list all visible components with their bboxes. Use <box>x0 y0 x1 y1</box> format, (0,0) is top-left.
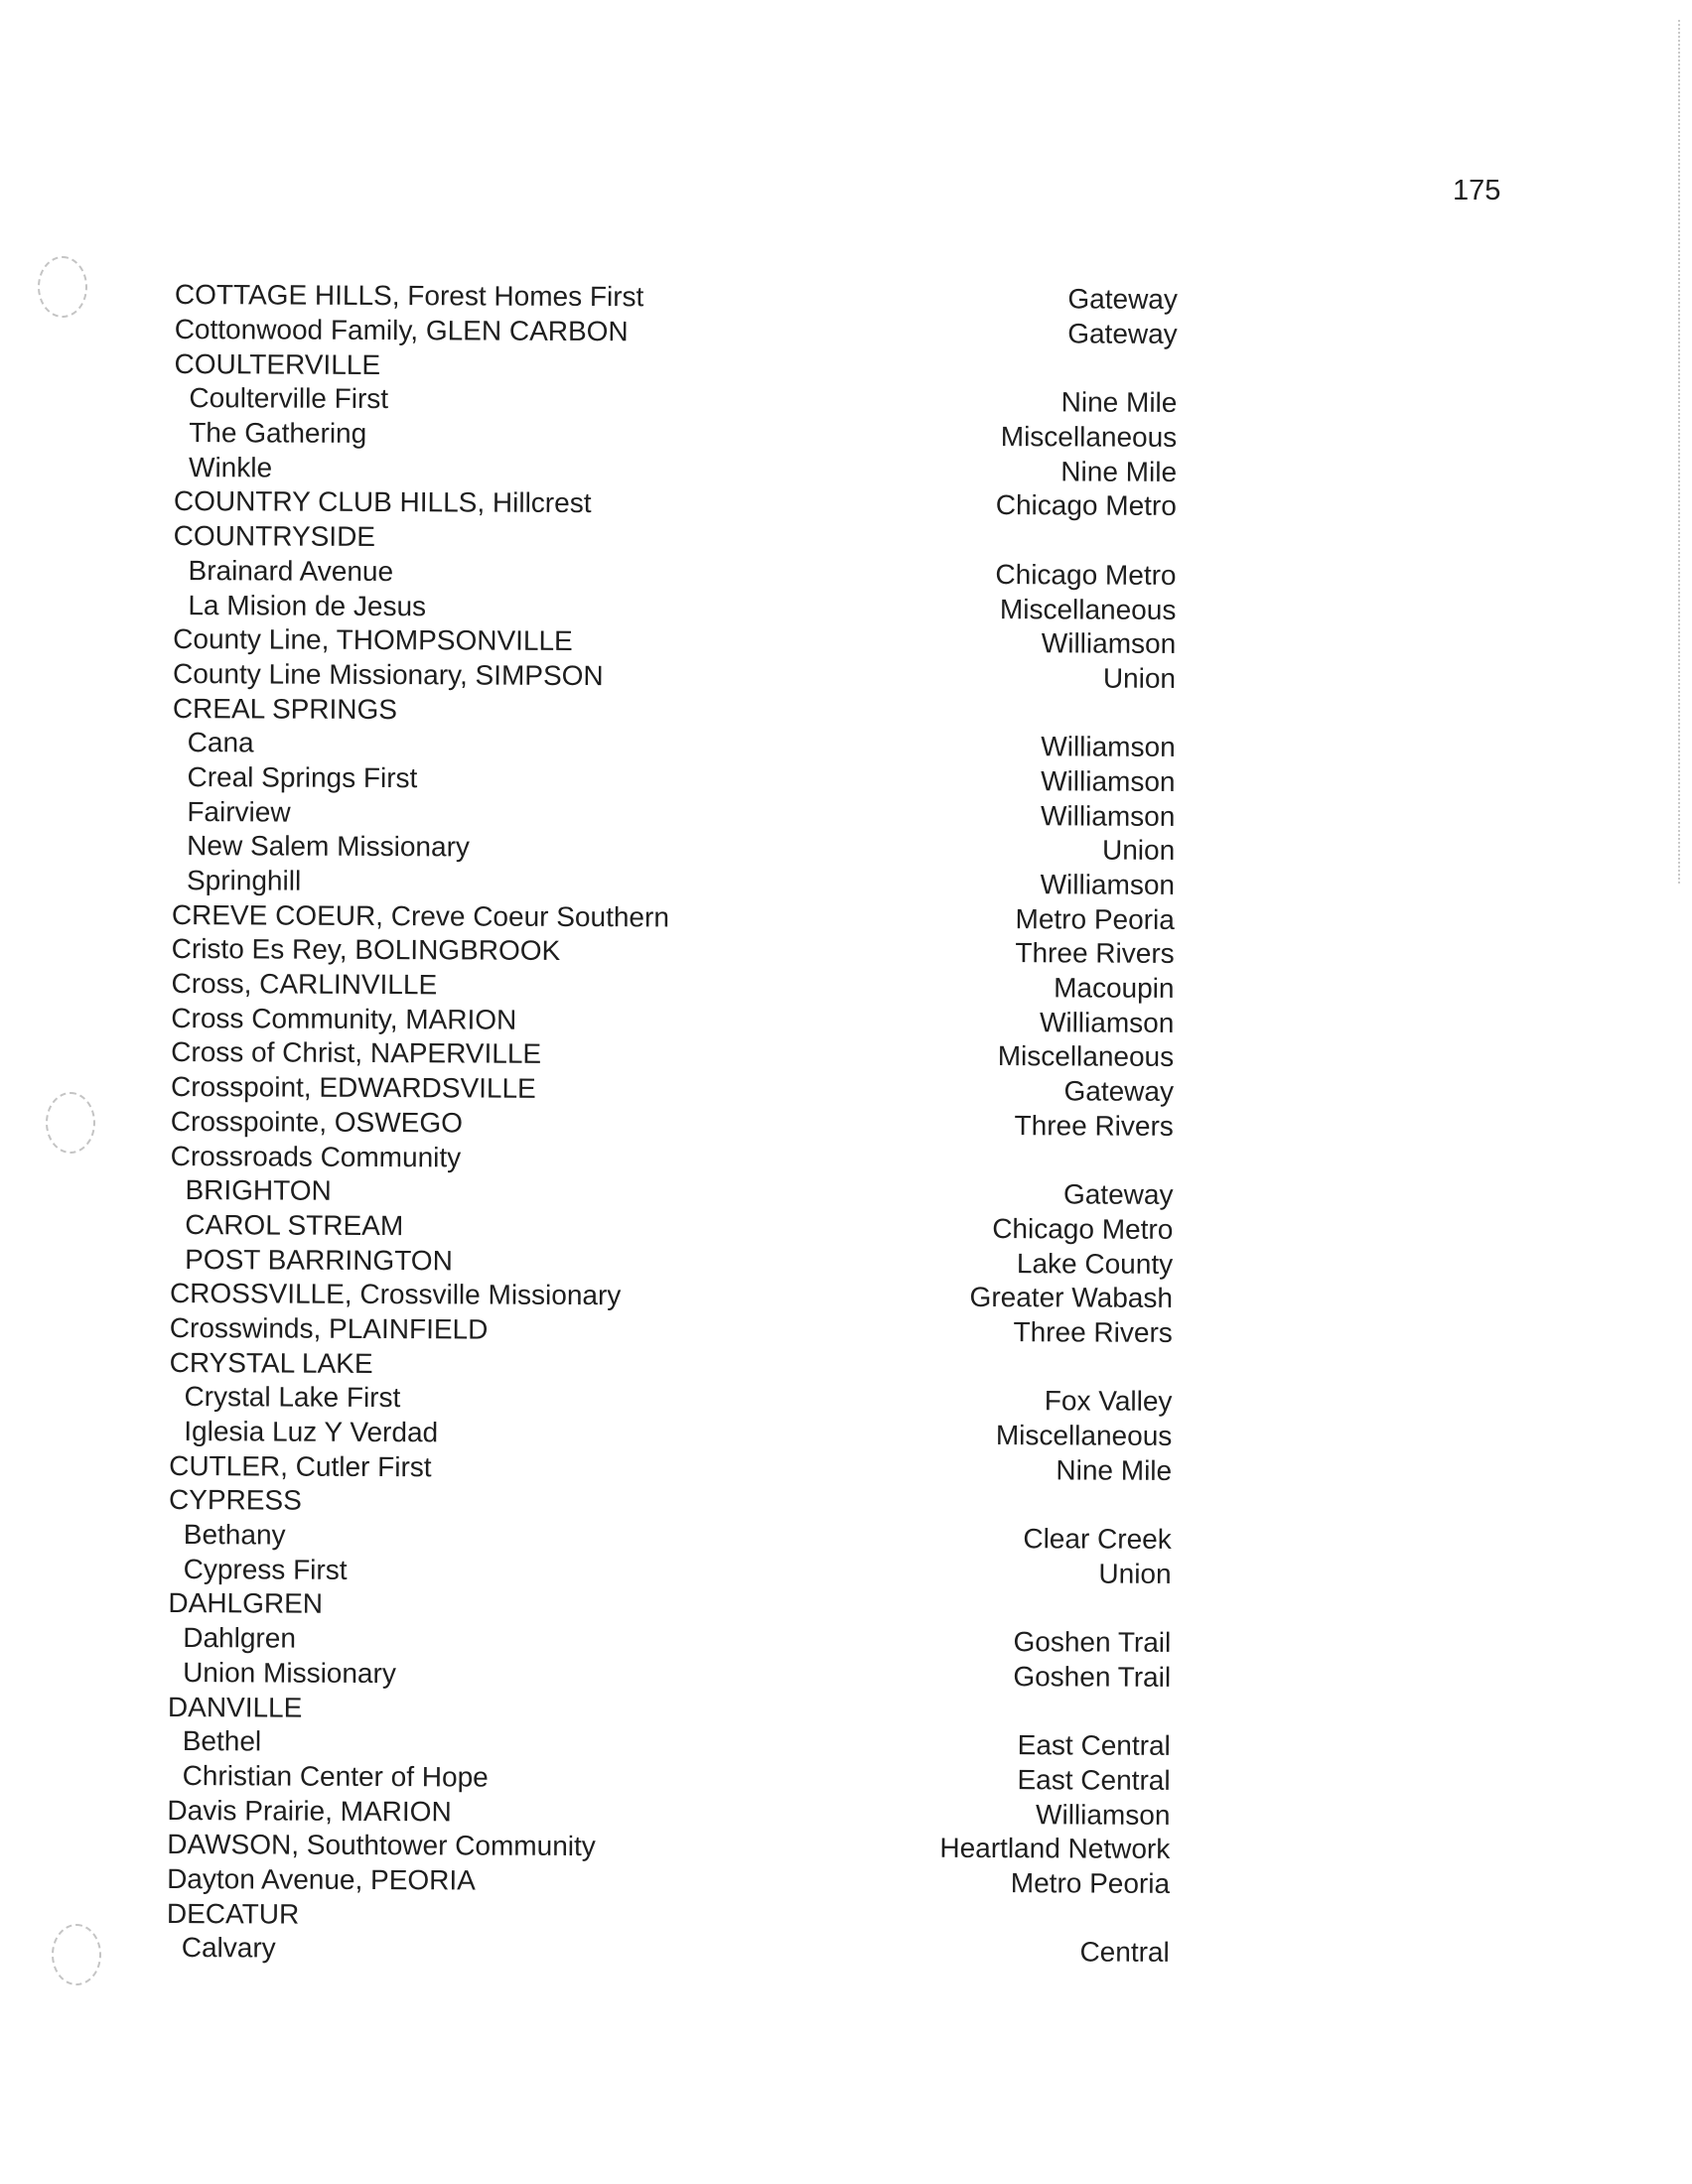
entry-region: Williamson <box>1040 869 1176 900</box>
directory-entry <box>171 1070 1174 1110</box>
entry-region: Macoupin <box>1054 972 1175 1005</box>
entry-name: Springhill <box>186 865 302 896</box>
punch-hole-bottom <box>52 1924 101 1985</box>
directory-entry <box>173 622 1176 662</box>
entry-region: Lake County <box>1016 1247 1174 1280</box>
entry-region: Chicago Metro <box>995 489 1177 522</box>
entry-name: COULTERVILLE <box>174 347 381 380</box>
entry-region: Nine Mile <box>1060 386 1178 419</box>
directory-entry <box>169 1483 1172 1523</box>
entry-name: Crosspointe, OSWEGO <box>170 1105 464 1139</box>
entry-name: Bethany <box>183 1519 286 1551</box>
entry-name: Winkle <box>188 451 273 483</box>
entry-name: Crystal Lake First <box>184 1381 401 1414</box>
entry-region: Union <box>1101 834 1176 867</box>
directory-entry <box>167 1828 1170 1867</box>
entry-region: Gateway <box>1063 1075 1175 1108</box>
entry-name: Christian Center of Hope <box>182 1759 489 1793</box>
entry-name: Bethel <box>182 1725 262 1757</box>
directory-entry <box>175 313 1178 352</box>
entry-region: Nine Mile <box>1056 1454 1173 1486</box>
entry-region: Goshen Trail <box>1013 1626 1172 1659</box>
entry-region: Chicago Metro <box>992 1212 1174 1245</box>
directory-entry <box>168 1621 1171 1661</box>
entry-region: Three Rivers <box>1013 1316 1173 1348</box>
directory-entry <box>174 346 1177 386</box>
directory-entry <box>170 1311 1173 1351</box>
entry-name: Crosswinds, PLAINFIELD <box>169 1311 489 1345</box>
directory-entry <box>169 1448 1172 1488</box>
entry-region: Miscellaneous <box>997 1040 1175 1073</box>
directory-entry <box>171 1035 1174 1075</box>
entry-region: Heartland Network <box>939 1833 1171 1865</box>
entry-name: Crossroads Community <box>170 1140 462 1172</box>
entry-name: DANVILLE <box>167 1691 303 1723</box>
entry-name: CUTLER, Cutler First <box>169 1449 432 1482</box>
entry-name: CREVE COEUR, Creve Coeur Southern <box>171 898 670 933</box>
directory-entry <box>170 1277 1173 1316</box>
entry-name: DAWSON, Southtower Community <box>167 1829 596 1862</box>
entry-name: POST BARRINGTON <box>185 1243 453 1276</box>
entry-region: Williamson <box>1040 799 1176 832</box>
entry-name: Cana <box>187 727 254 758</box>
entry-region: Gateway <box>1062 1178 1174 1211</box>
directory-entry <box>174 381 1177 421</box>
entry-region: Williamson <box>1041 765 1176 797</box>
directory-entry <box>168 1655 1171 1695</box>
directory-entry <box>172 829 1175 869</box>
entry-name: Creal Springs First <box>187 761 418 794</box>
directory-entry <box>174 519 1177 559</box>
directory-entry <box>173 657 1176 697</box>
directory-entry <box>170 1345 1173 1385</box>
entry-region: Greater Wabash <box>969 1282 1174 1314</box>
entry-name: Cross Community, MARION <box>171 1002 517 1035</box>
entry-name: CAROL STREAM <box>185 1208 404 1242</box>
entry-region: Metro Peoria <box>1010 1867 1171 1899</box>
entry-name: CRYSTAL LAKE <box>169 1346 373 1379</box>
entry-region: Gateway <box>1067 318 1178 349</box>
entry-name: DAHLGREN <box>168 1587 324 1620</box>
entry-name: Union Missionary <box>183 1656 396 1689</box>
entry-name: Cross of Christ, NAPERVILLE <box>171 1036 542 1070</box>
directory-entry <box>172 932 1175 972</box>
entry-name: COUNTRYSIDE <box>173 520 376 553</box>
entry-name: Cypress First <box>183 1553 348 1585</box>
entry-region: Union <box>1098 1558 1172 1589</box>
directory-entry <box>167 1931 1170 1971</box>
directory-entry <box>175 278 1178 318</box>
entry-name: CREAL SPRINGS <box>172 692 398 725</box>
directory-entry <box>172 897 1175 937</box>
directory-entry <box>173 553 1176 593</box>
entry-region: Clear Creek <box>1023 1523 1172 1556</box>
entry-name: Cristo Es Rey, BOLINGBROOK <box>171 933 561 967</box>
entry-name: Davis Prairie, MARION <box>167 1794 452 1827</box>
entry-region: Williamson <box>1036 1798 1171 1831</box>
entry-name: New Salem Missionary <box>187 830 471 863</box>
entry-name: DECATUR <box>166 1897 300 1930</box>
entry-name: Fairview <box>187 795 291 828</box>
entry-region: Three Rivers <box>1015 937 1175 970</box>
entry-region: Williamson <box>1041 731 1176 763</box>
directory-entry <box>171 1104 1174 1144</box>
entry-name: Dayton Avenue, PEORIA <box>167 1862 476 1896</box>
entry-region: Miscellaneous <box>999 593 1177 625</box>
entry-name: CYPRESS <box>168 1484 302 1517</box>
directory-entry <box>170 1242 1173 1282</box>
punch-hole-middle <box>46 1092 95 1154</box>
entry-region: East Central <box>1017 1729 1171 1762</box>
entry-name: BRIGHTON <box>185 1174 332 1207</box>
directory-entry <box>171 1001 1174 1040</box>
entry-name: COTTAGE HILLS, Forest Homes First <box>174 279 644 313</box>
entry-region: Central <box>1079 1936 1170 1969</box>
directory-entry <box>168 1759 1171 1799</box>
directory-entry <box>169 1552 1172 1591</box>
scan-edge-marks <box>1678 20 1683 884</box>
directory-entry <box>167 1793 1170 1833</box>
directory-entry <box>173 588 1176 627</box>
directory-entry <box>172 794 1175 834</box>
directory-entry <box>173 691 1176 731</box>
entry-region: Goshen Trail <box>1013 1660 1172 1693</box>
entry-name: The Gathering <box>189 417 367 450</box>
directory-entry <box>167 1896 1170 1936</box>
entry-region: Metro Peoria <box>1015 902 1175 935</box>
directory-entry <box>168 1724 1171 1764</box>
directory-entry <box>174 484 1177 524</box>
directory-entry <box>174 450 1177 489</box>
directory-entry <box>174 416 1177 456</box>
entry-name: County Line, THOMPSONVILLE <box>173 623 573 657</box>
directory-entry <box>169 1518 1172 1558</box>
entry-region: Williamson <box>1039 1007 1175 1038</box>
entry-name: County Line Missionary, SIMPSON <box>172 657 604 692</box>
entry-name: Crosspoint, EDWARDSVILLE <box>170 1071 536 1104</box>
entry-name: Dahlgren <box>183 1622 297 1654</box>
entry-region: Three Rivers <box>1014 1109 1174 1142</box>
entry-region: Nine Mile <box>1060 456 1178 487</box>
entry-name: Cottonwood Family, GLEN CARBON <box>174 314 629 347</box>
directory-entry <box>170 1208 1173 1248</box>
entry-name: Coulterville First <box>189 382 389 415</box>
directory-entry <box>172 864 1175 903</box>
entry-region: East Central <box>1017 1764 1171 1796</box>
directory-entry <box>173 726 1176 765</box>
entry-region: Fox Valley <box>1044 1385 1173 1418</box>
directory-entry <box>171 967 1174 1007</box>
entry-region: Williamson <box>1041 627 1177 660</box>
directory-entry <box>172 760 1175 800</box>
entry-region: Gateway <box>1067 283 1178 316</box>
entry-region: Union <box>1102 662 1177 694</box>
directory-entry <box>168 1586 1171 1626</box>
directory-entry <box>169 1415 1172 1454</box>
entry-region: Chicago Metro <box>995 558 1177 591</box>
page-number: 175 <box>1453 175 1501 206</box>
entry-name: Brainard Avenue <box>188 554 394 587</box>
directory-entry <box>171 1139 1174 1178</box>
punch-hole-top <box>38 256 87 318</box>
entry-region: Miscellaneous <box>995 1420 1173 1451</box>
entry-name: Cross, CARLINVILLE <box>171 968 438 1001</box>
entry-region: Miscellaneous <box>1000 421 1178 454</box>
entry-name: Calvary <box>181 1932 276 1964</box>
entry-name: COUNTRY CLUB HILLS, Hillcrest <box>173 485 592 519</box>
church-directory-list <box>167 278 1178 1971</box>
entry-name: CROSSVILLE, Crossville Missionary <box>169 1278 622 1311</box>
directory-entry <box>169 1380 1172 1420</box>
directory-entry <box>170 1173 1173 1213</box>
directory-entry <box>168 1690 1171 1729</box>
entry-name: La Mision de Jesus <box>188 589 427 621</box>
directory-entry <box>167 1862 1170 1902</box>
entry-name: Iglesia Luz Y Verdad <box>184 1416 439 1448</box>
